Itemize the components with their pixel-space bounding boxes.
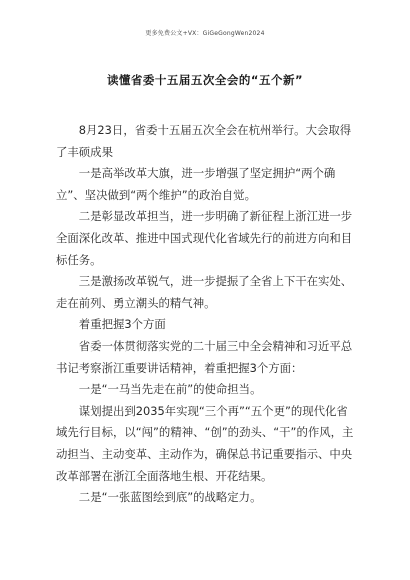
paragraph: 一是“一马当先走在前”的使命担当。 [78,382,262,397]
document-title: 读懂省委十五届五次全会的“五个新” [106,73,304,87]
paragraph: 二是彰显改革担当，进一步明确了新征程上浙江进一步全面深化改革、推进中国式现代化省域先行的前进方向和目标任务。 [56,209,353,267]
header-note: 更多免费公文+VX：GiGeGongWen2024 [145,30,265,37]
paragraph: 一是高举改革大旗，进一步增强了坚定拥护“两个确立”、坚决做到“两个维护”的政治自觉。 [56,166,336,202]
section-heading: 着重把握3个方面 [78,317,166,332]
paragraph: 谋划提出到2035年实现“三个再”“五个更”的现代化省域先行目标，以“闯”的精神、“创”的劲头、“干”的作风，主动担当、主动变革、主动作为，确保总书记重要指示、中央改革部署在浙江全面落地生根、开花结果。 [56,403,354,483]
paragraph: 二是“一张蓝图绘到底”的战略定力。 [78,490,262,505]
paragraph: 8月23日，省委十五届五次全会在杭州举行。大会取得了丰硕成果 [56,123,352,159]
paragraph: 三是激扬改革锐气，进一步提振了全省上下干在实处、走在前列、勇立潮头的精气神。 [56,274,353,310]
paragraph: 省委一体贯彻落实党的二十届三中全会精神和习近平总书记考察浙江重要讲话精神，着重把握3个方面： [56,338,353,375]
document-body [56,120,356,509]
